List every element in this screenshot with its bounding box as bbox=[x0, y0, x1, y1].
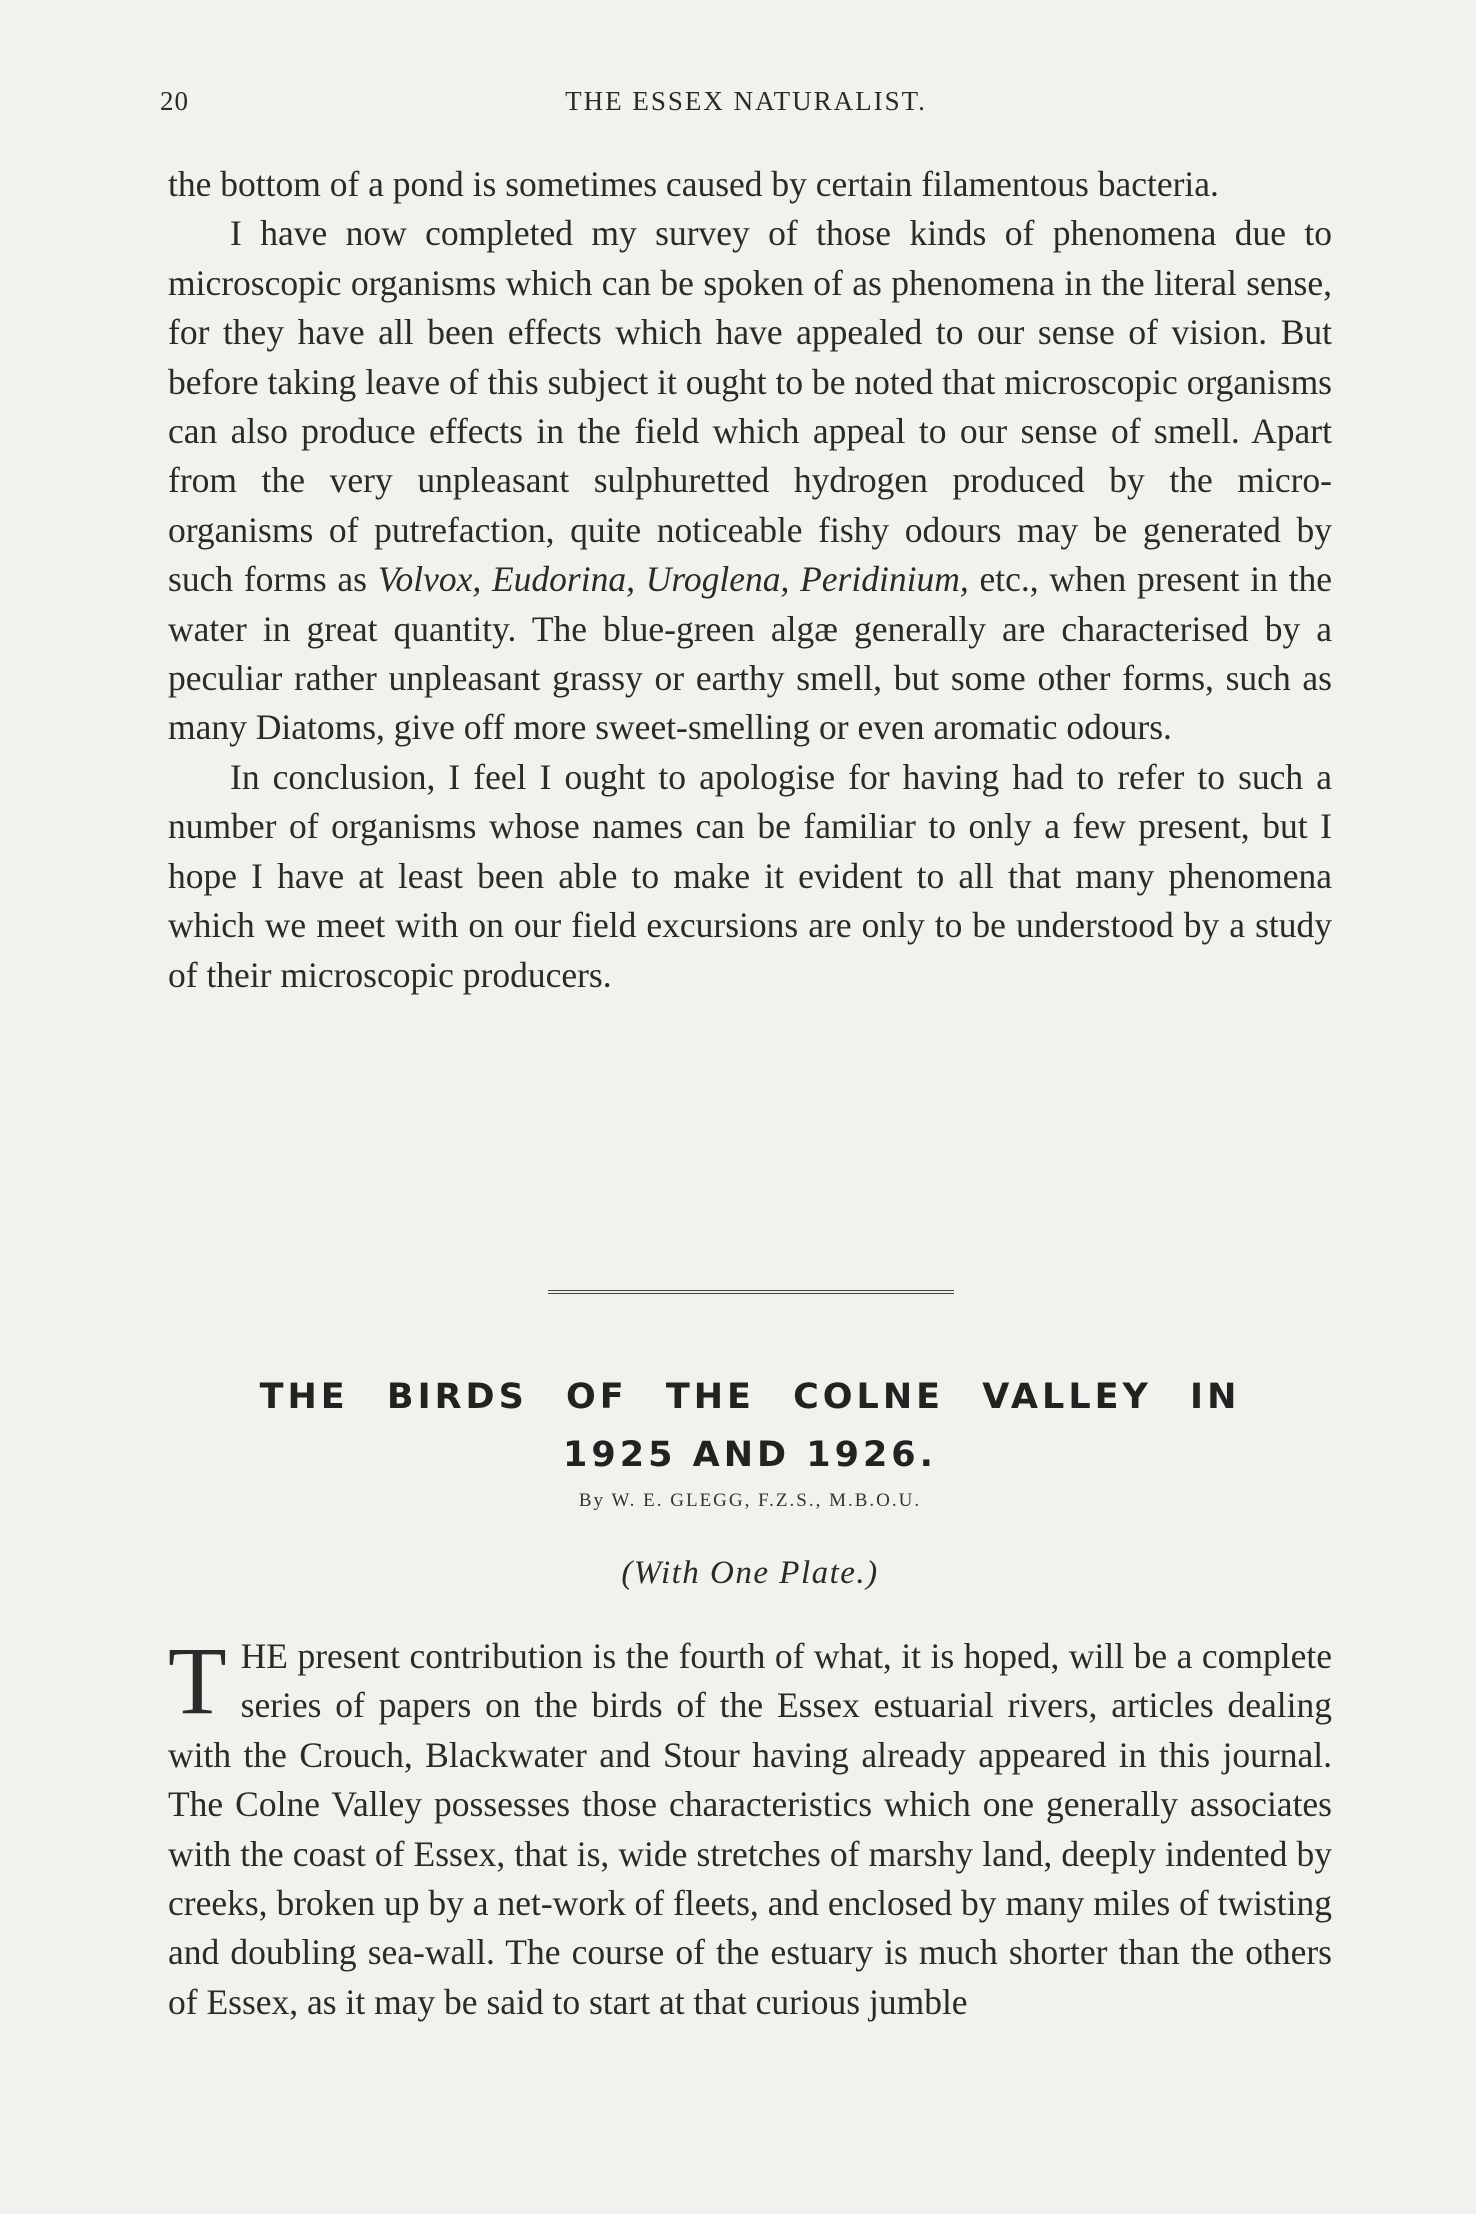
plate-note: (With One Plate.) bbox=[621, 1555, 879, 1591]
paragraph bbox=[168, 1627, 1332, 2027]
byline: By W. E. GLEGG, F.Z.S., M.B.O.U. bbox=[578, 1490, 922, 1511]
paragraph-text: HE present contribution is the fourth of what, it is hoped, will be a complete series of papers on the birds of the Essex estuarial rivers, articles dealing with the Crouch, Blackwater and Stour having already appeared in this journal. The Colne Valley possesses those characteristics which one generally associates with the coast of Essex, that is, wide stretches of marshy land, deeply indented by creeks, broken up by a net-work of fleets, and enclosed by many miles of twisting and doubling sea-wall. The course of the estuary is much shorter than the others of Essex, as it may be said to start at that curious jumble bbox=[168, 1636, 1332, 2022]
paragraph-text: I have now completed my survey of those kinds of phenomena due to microscopic organisms which can be spoken of as phenomena in the literal sense, for they have all been effects which have appealed to our sense of vision. But before taking leave of this subject it ought to be noted that microscopic organisms can also produce effects in the field which appeal to our sense of smell. Apart from the very unpleasant sulphuretted hydrogen produced by the micro-organisms of putrefaction, quite noticeable fishy odours may be generated by such forms as bbox=[168, 213, 1332, 600]
paragraph: the bottom of a pond is sometimes caused by certain filamentous bacteria. bbox=[168, 164, 1219, 204]
journal-title: THE ESSEX NATURALIST. bbox=[565, 86, 927, 116]
page-number: 20 bbox=[160, 86, 189, 116]
paragraph-text: etc., when present in the water in great quantity. The blue-green algæ generally are characterised by a peculiar rather unpleasant grassy or earthy smell, but some other forms, such as many Diatoms, give off more sweet-smelling or even aromatic odours. bbox=[168, 559, 1333, 748]
article-title-line: THE BIRDS OF THE COLNE VALLEY IN bbox=[259, 1377, 1241, 1417]
previous-article-text bbox=[168, 160, 1332, 1000]
paragraph: In conclusion, I feel I ought to apologise for having had to refer to such a number of organisms whose names can be familiar to only a few present, but I hope I have at least been able to make it evident to all that many phenomena which we meet with on our field excursions are only to be understood by a study of their microscopic producers. bbox=[168, 756, 1332, 995]
drop-cap: T bbox=[168, 1627, 227, 1734]
article-title-line: 1925 AND 1926. bbox=[563, 1435, 937, 1475]
article-title bbox=[168, 1368, 1332, 1484]
running-head bbox=[160, 86, 1332, 126]
paragraph bbox=[168, 209, 1332, 752]
species-names: Volvox, Eudorina, Uroglena, Peridinium, bbox=[377, 559, 969, 600]
section-divider bbox=[548, 1290, 954, 1294]
article-body bbox=[168, 1627, 1332, 2027]
